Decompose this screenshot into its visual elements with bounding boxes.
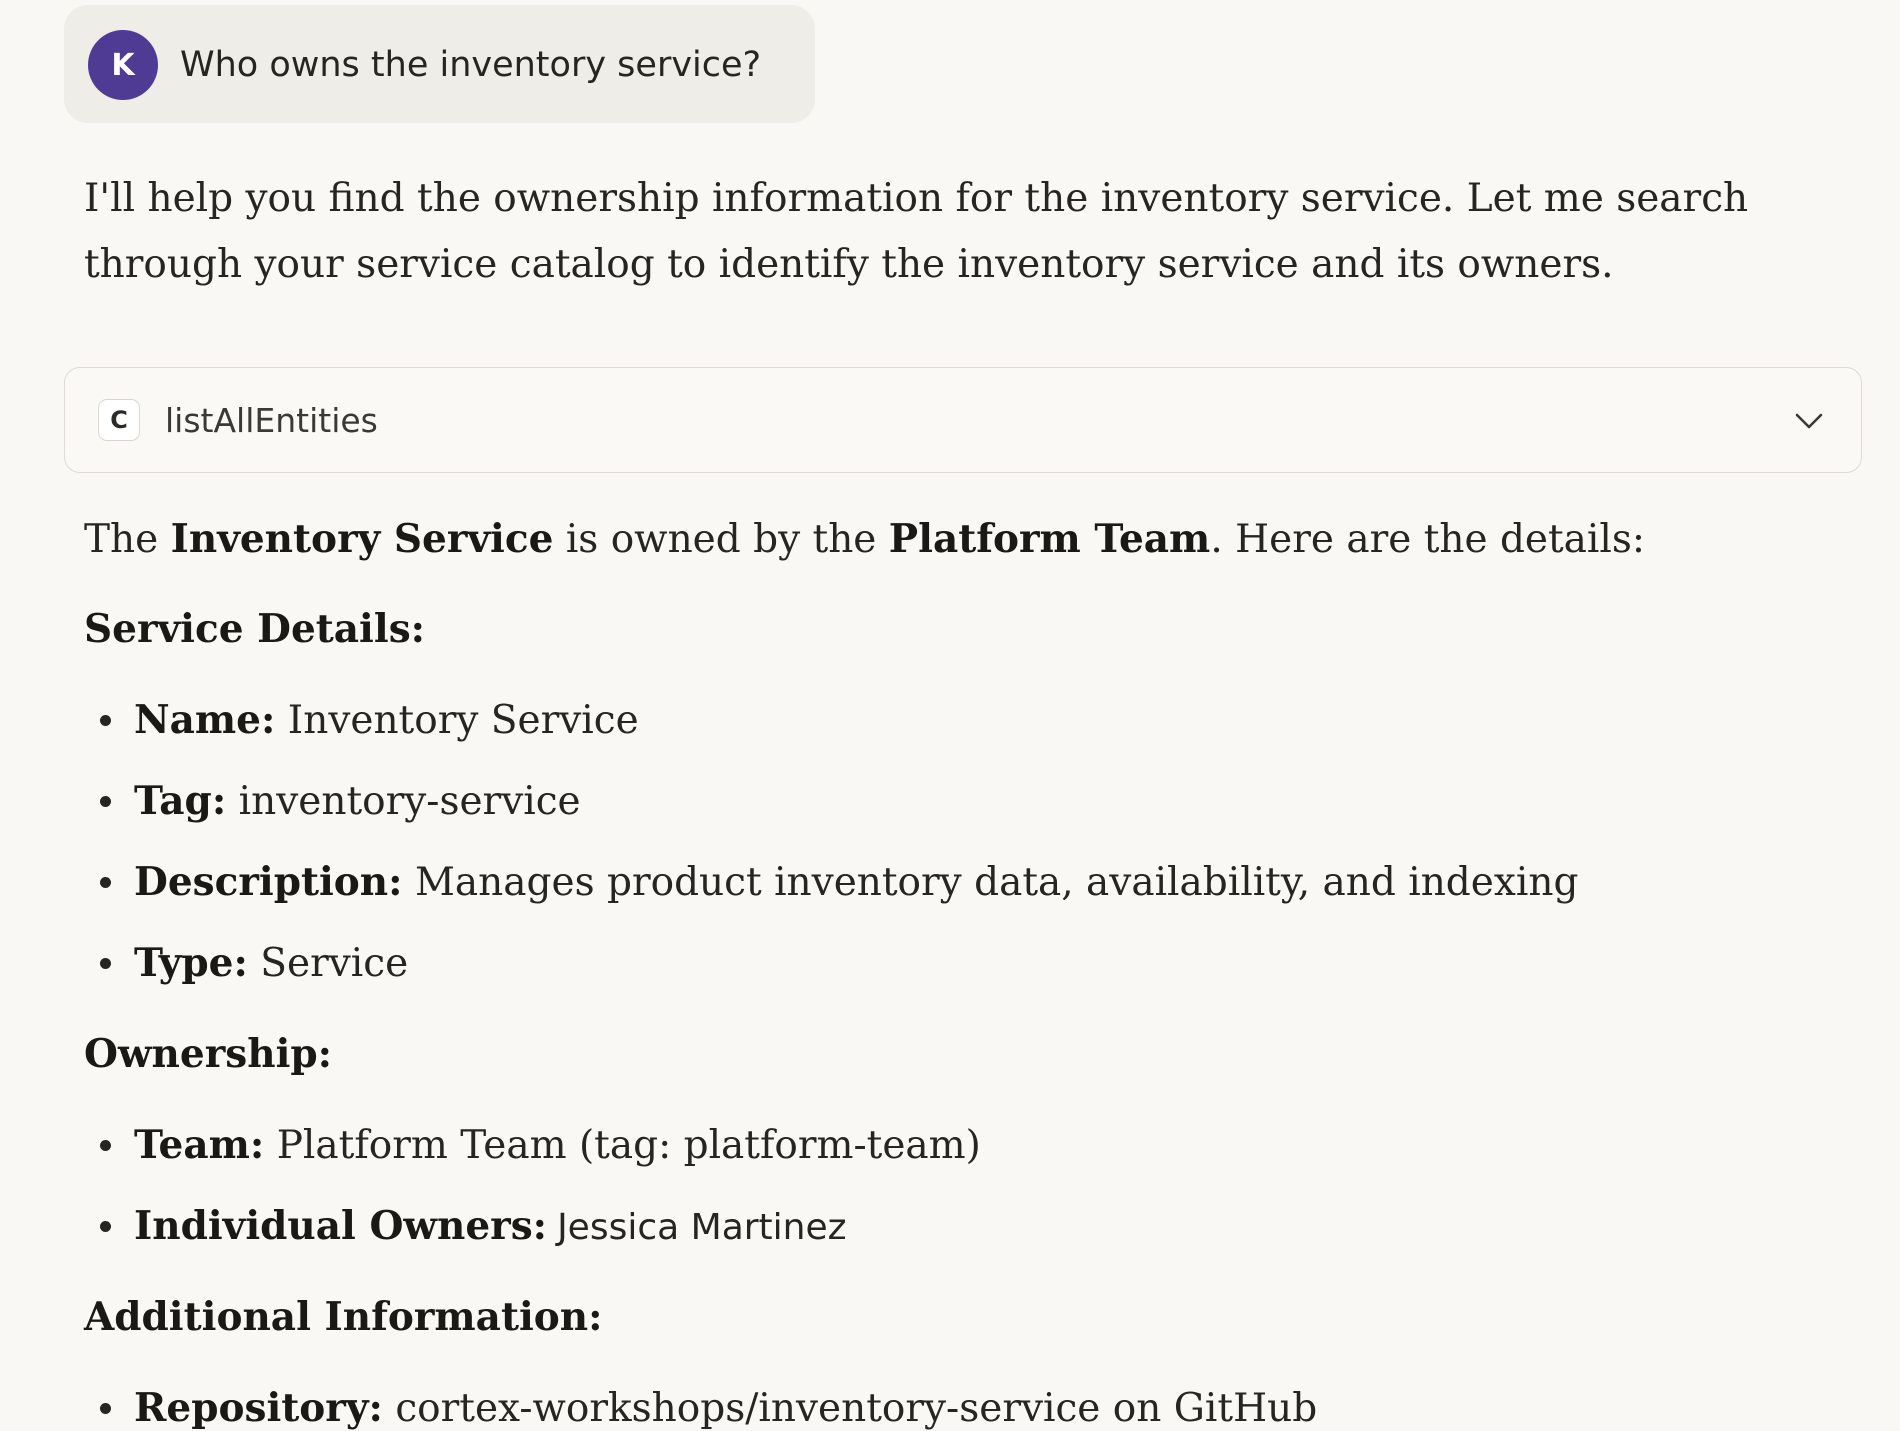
list-item-label: Repository: — [134, 1385, 383, 1431]
bullet-icon — [100, 877, 111, 888]
tool-call-card[interactable] — [64, 367, 1862, 473]
list-item-value: Service — [247, 941, 409, 986]
list-item-label: Tag: — [134, 778, 227, 824]
tool-c-icon: C — [98, 399, 140, 441]
answer-summary — [84, 516, 1645, 562]
list-item-value: Manages product inventory data, availability, and indexing — [402, 860, 1579, 905]
summary-team-name: Platform Team — [888, 516, 1211, 562]
service-details-heading: Service Details: — [84, 606, 426, 652]
summary-service-name: Inventory Service — [170, 516, 554, 562]
list-item-value: cortex-workshops/inventory-service on GitHub — [382, 1386, 1318, 1431]
user-message-bubble — [64, 5, 815, 123]
list-item-label: Team: — [134, 1122, 265, 1168]
chevron-down-icon[interactable] — [1793, 405, 1825, 437]
bullet-icon — [100, 1221, 111, 1232]
summary-prefix: The — [84, 517, 171, 562]
summary-middle: is owned by the — [553, 517, 889, 562]
additional-info-heading: Additional Information: — [84, 1294, 603, 1340]
owner-name: Jessica Martinez — [557, 1207, 847, 1248]
bullet-icon — [100, 1140, 111, 1151]
list-item-label: Description: — [134, 859, 403, 905]
user-message-text: Who owns the inventory service? — [180, 45, 762, 85]
list-item-label: Individual Owners: — [134, 1203, 548, 1249]
tool-call-name: listAllEntities — [165, 401, 378, 440]
ownership-heading: Ownership: — [84, 1031, 333, 1077]
list-item-value: Inventory Service — [275, 698, 639, 743]
bullet-icon — [100, 715, 111, 726]
list-item-label: Name: — [134, 697, 276, 743]
summary-suffix: . Here are the details: — [1210, 517, 1646, 562]
list-item-value: inventory-service — [226, 779, 581, 824]
bullet-icon — [100, 958, 111, 969]
bullet-icon — [100, 1403, 111, 1414]
list-item-label: Type: — [134, 940, 248, 986]
bullet-icon — [100, 796, 111, 807]
list-item-value: Platform Team (tag: platform-team) — [264, 1123, 981, 1168]
avatar: K — [88, 30, 158, 100]
assistant-intro-text: I'll help you find the ownership information for the inventory service. Let me search through your service catalog to identify the inventory service and its owners. — [84, 176, 1749, 287]
